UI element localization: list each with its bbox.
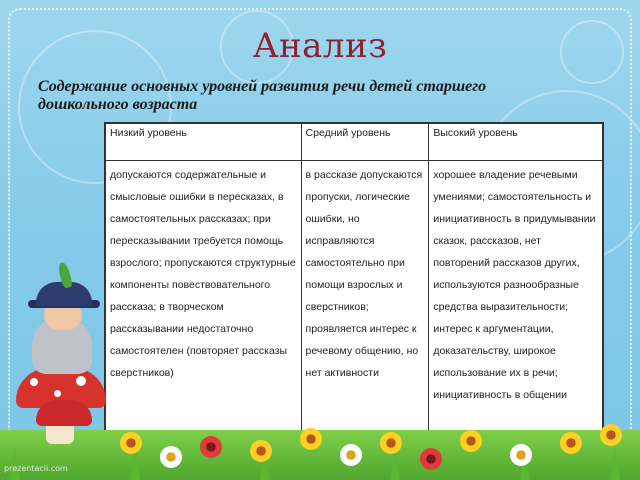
grass-blade: [10, 446, 20, 480]
flower-icon: [460, 430, 482, 452]
mushroom-dot: [54, 390, 61, 397]
flower-icon: [510, 444, 532, 466]
header-high-level: Высокий уровень: [429, 124, 603, 161]
flower-icon: [340, 444, 362, 466]
table-row: [106, 161, 603, 433]
cell-low-level: допускаются содержательные и смысловые ошибки в пересказах, в самостоятельных рассказах; при пересказывании требуется помощь взрослого; пропускаются структурные компоненты повествовательного рассказа; в творческом рассказывании недостаточно самостоятелен (повторяет рассказы сверстников): [106, 161, 302, 433]
flower-icon: [250, 440, 272, 462]
flower-icon: [200, 436, 222, 458]
table-header-row: [106, 124, 603, 161]
flower-icon: [120, 432, 142, 454]
flower-icon: [160, 446, 182, 468]
header-low-level: Низкий уровень: [106, 124, 302, 161]
levels-table: [104, 122, 604, 434]
cell-medium-level: в рассказе допускаются пропуски, логические ошибки, но исправляются самостоятельно при помощи взрослых и сверстников; проявляется интерес к речевому общению, но нет активности: [301, 161, 429, 433]
flower-icon: [600, 424, 622, 446]
grass-blade: [610, 446, 620, 480]
flower-icon: [420, 448, 442, 470]
cell-high-level: хорошее владение речевыми умениями; самостоятельность и инициативность в придумывании сказок, рассказов, нет повторений рассказов других, используются разнообразные средства выразительности; интерес к аргументации, доказательству, широкое использование их в речи; инициативность в общении: [429, 161, 603, 433]
flower-icon: [380, 432, 402, 454]
slide-subtitle: Содержание основных уровней развития речи детей старшего дошкольного возраста: [38, 78, 487, 113]
header-medium-level: Средний уровень: [301, 124, 429, 161]
mushroom-dot: [76, 376, 86, 386]
slide-title: Анализ: [252, 26, 388, 66]
flower-icon: [560, 432, 582, 454]
watermark: prezentacii.com: [4, 464, 68, 473]
mushroom-dot: [30, 378, 38, 386]
flower-icon: [300, 428, 322, 450]
mushroom-illustration: [36, 400, 92, 426]
